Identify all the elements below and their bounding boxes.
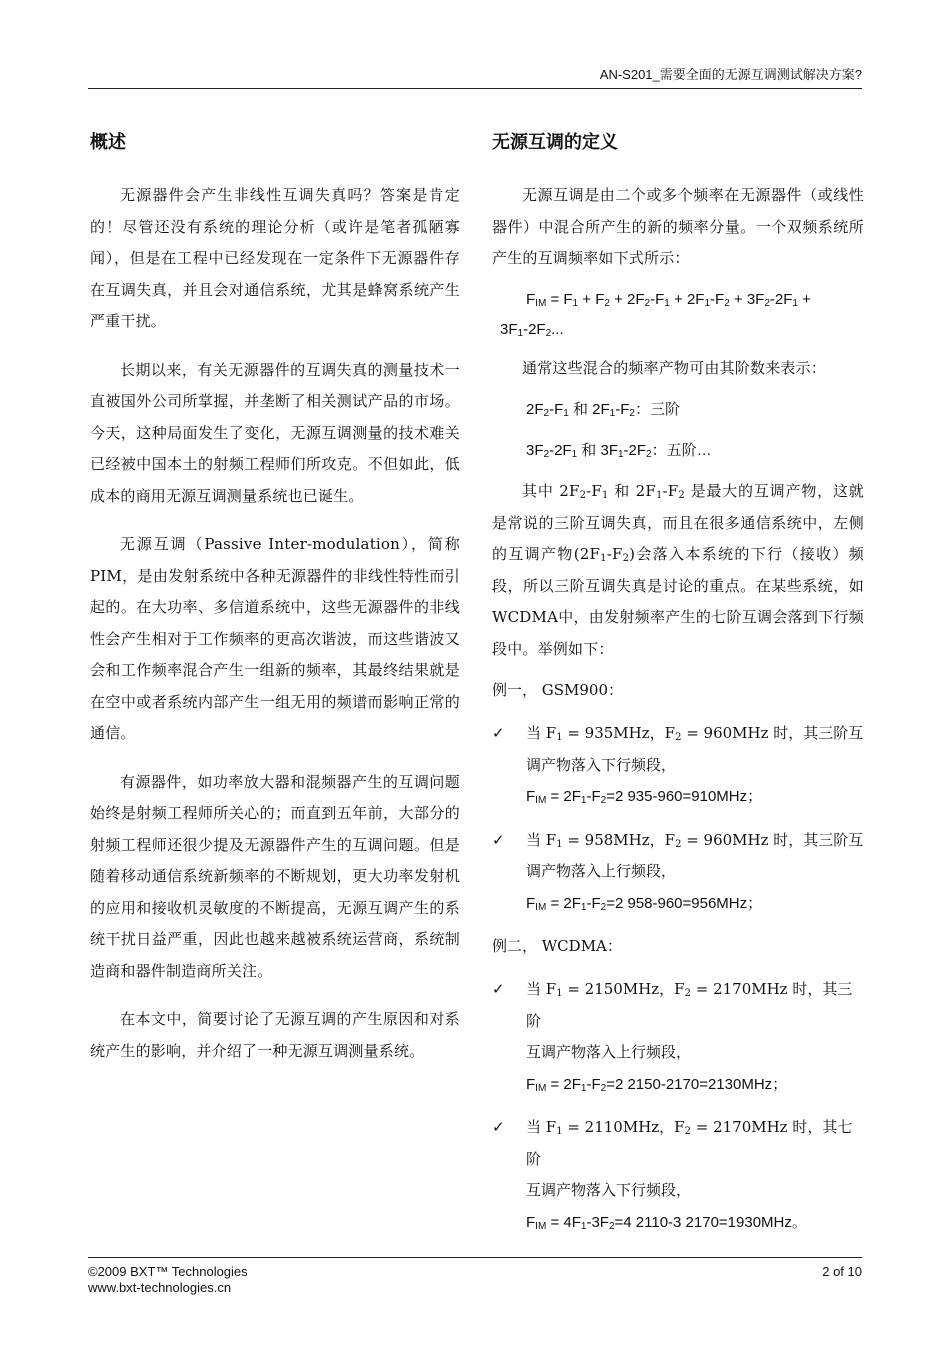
- example-2-item-1: [492, 974, 864, 1100]
- overview-paragraph-2: 长期以来，有关无源器件的互调失真的测量技术一直被国外公司所掌握，并垄断了相关测试产品的市场。今天，这种局面发生了变化，无源互调测量的技术难关已经被中国本土的射频工程师们所攻克。不但如此，低成本的商用无源互调测量系统也已诞生。: [90, 360, 460, 505]
- check-icon: ✓: [492, 1118, 505, 1136]
- item-line-1: 当 $F_1 = 935MHz$，$F_2 = 960MHz$ 时，其三阶互: [526, 724, 864, 743]
- pim-formula: [492, 285, 864, 345]
- orders-intro: 通常这些混合的频率产物可由其阶数来表示：: [522, 358, 827, 377]
- item-line-2: 互调产物落入下行频段，: [526, 1181, 692, 1199]
- right-column: [492, 126, 864, 1250]
- example-1-item-2: [492, 825, 864, 920]
- formula-line-2: $3F_1-2F_2$...: [500, 320, 564, 339]
- example-1-item-1: [492, 718, 864, 813]
- section-heading-overview: 概述: [90, 132, 126, 153]
- example-1-label: 例一， GSM900：: [492, 681, 624, 699]
- item-line-2: 互调产物落入上行频段，: [526, 1043, 692, 1061]
- overview-paragraph-4: 有源器件，如功率放大器和混频器产生的互调问题始终是射频工程师所关心的；而直到五年前，大部分的射频工程师还很少提及无源器件产生的互调问题。但是随着移动通信系统新频率的不断规划，更大功率发射机的应用和接收机灵敏度的不断提高，无源互调产生的系统干扰日益严重，因此也越来越被系统运营商，系统制造商和器件制造商所关注。: [90, 772, 460, 980]
- header-title: AN-S201_需要全面的无源互调测试解决方案?: [599, 67, 862, 82]
- third-order-line: $2F_2-F_1$ 和 $2F_1-F_2$：三阶: [526, 401, 680, 419]
- page-header: [88, 64, 862, 89]
- overview-paragraph-5: 在本文中，简要讨论了无源互调的产生原因和对系统产生的影响，并介绍了一种无源互调测量系统。: [90, 1010, 460, 1060]
- page-footer: [88, 1257, 862, 1296]
- example-2-label: 例二， WCDMA：: [492, 937, 622, 955]
- item-line-2: 调产物落入上行频段，: [526, 862, 677, 880]
- item-line-1: 当 $F_1 = 2110MHz$，$F_2 = 2170MHz$ 时，其七阶: [526, 1118, 853, 1168]
- overview-paragraph-3: 无源互调（Passive Inter-modulation），简称PIM，是由发射系统中各种无源器件的非线性特性而引起的。在大功率、多信道系统中，这些无源器件的非线性会产生相对于工作频率的更高次谐波，而这些谐波又会和工作频率混合产生一组新的频率，其最终结果就是在空中或者系统内部产生一组无用的频谱而影响正常的通信。: [90, 535, 460, 742]
- page-number: 2 of 10: [822, 1264, 862, 1279]
- check-icon: ✓: [492, 830, 505, 849]
- check-icon: ✓: [492, 724, 505, 742]
- footer-copyright: ©2009 BXT™ Technologies: [88, 1264, 248, 1279]
- overview-paragraph-1: 无源器件会产生非线性互调失真吗？答案是肯定的！尽管还没有系统的理论分析（或许是笔者孤陋寡闻），但是在工程中已经发现在一定条件下无源器件存在互调失真，并且会对通信系统，尤其是蜂窝系统产生严重干扰。: [90, 186, 460, 330]
- definition-paragraph: 无源互调是由二个或多个频率在无源器件（或线性器件）中混合所产生的新的频率分量。一个双频系统所产生的互调频率如下式所示：: [492, 186, 864, 267]
- formula-line-1: $F_{IM} = F_1 + F_2 + 2F_2-F_1 + 2F_1-F_2 + 3F_2-2F_1$ +: [526, 290, 811, 309]
- item-line-1: 当 $F_1 = 958MHz$，$F_2 = 960MHz$ 时，其三阶互: [526, 830, 864, 850]
- example-2-item-2: [492, 1112, 864, 1238]
- section-heading-pim-definition: 无源互调的定义: [492, 132, 618, 153]
- item-line-1: 当 $F_1 = 2150MHz$，$F_2 = 2170MHz$ 时，其三阶: [526, 980, 853, 1030]
- footer-website: www.bxt-technologies.cn: [88, 1280, 232, 1295]
- item-formula: $F_{IM} = 2F_1-F_2=2$ 2150-2170=2130MHz；: [526, 1075, 788, 1094]
- left-column: [90, 126, 460, 1084]
- item-formula: $F_{IM} = 4F_1-3F_2=4$ 2110-3 2170=1930MHz。: [526, 1213, 807, 1232]
- item-formula: $F_{IM} = 2F_1-F_2=2$ 958-960=956MHz；: [526, 894, 763, 913]
- fifth-order-line: $3F_2-2F_1$ 和 $3F_1-2F_2$：五阶…: [526, 442, 712, 460]
- discussion-paragraph: 其中 $2F_2-F_1$ 和 $2F_1-F_2$ 是最大的互调产物，这就是常说的三阶互调失真，而且在很多通信系统中，左侧的互调产物$(2F_1-F_2)$会落入本系统的下行（接收）频段，所以三阶互调失真是讨论的重点。在某些系统，如WCDMA中，由发射频率产生的七阶互调会落到下行频段中。举例如下：: [492, 482, 864, 658]
- item-line-2: 调产物落入下行频段，: [526, 755, 677, 774]
- check-icon: ✓: [492, 980, 505, 998]
- item-formula: $F_{IM} = 2F_1-F_2=2$ 935-960=910MHz；: [526, 788, 763, 806]
